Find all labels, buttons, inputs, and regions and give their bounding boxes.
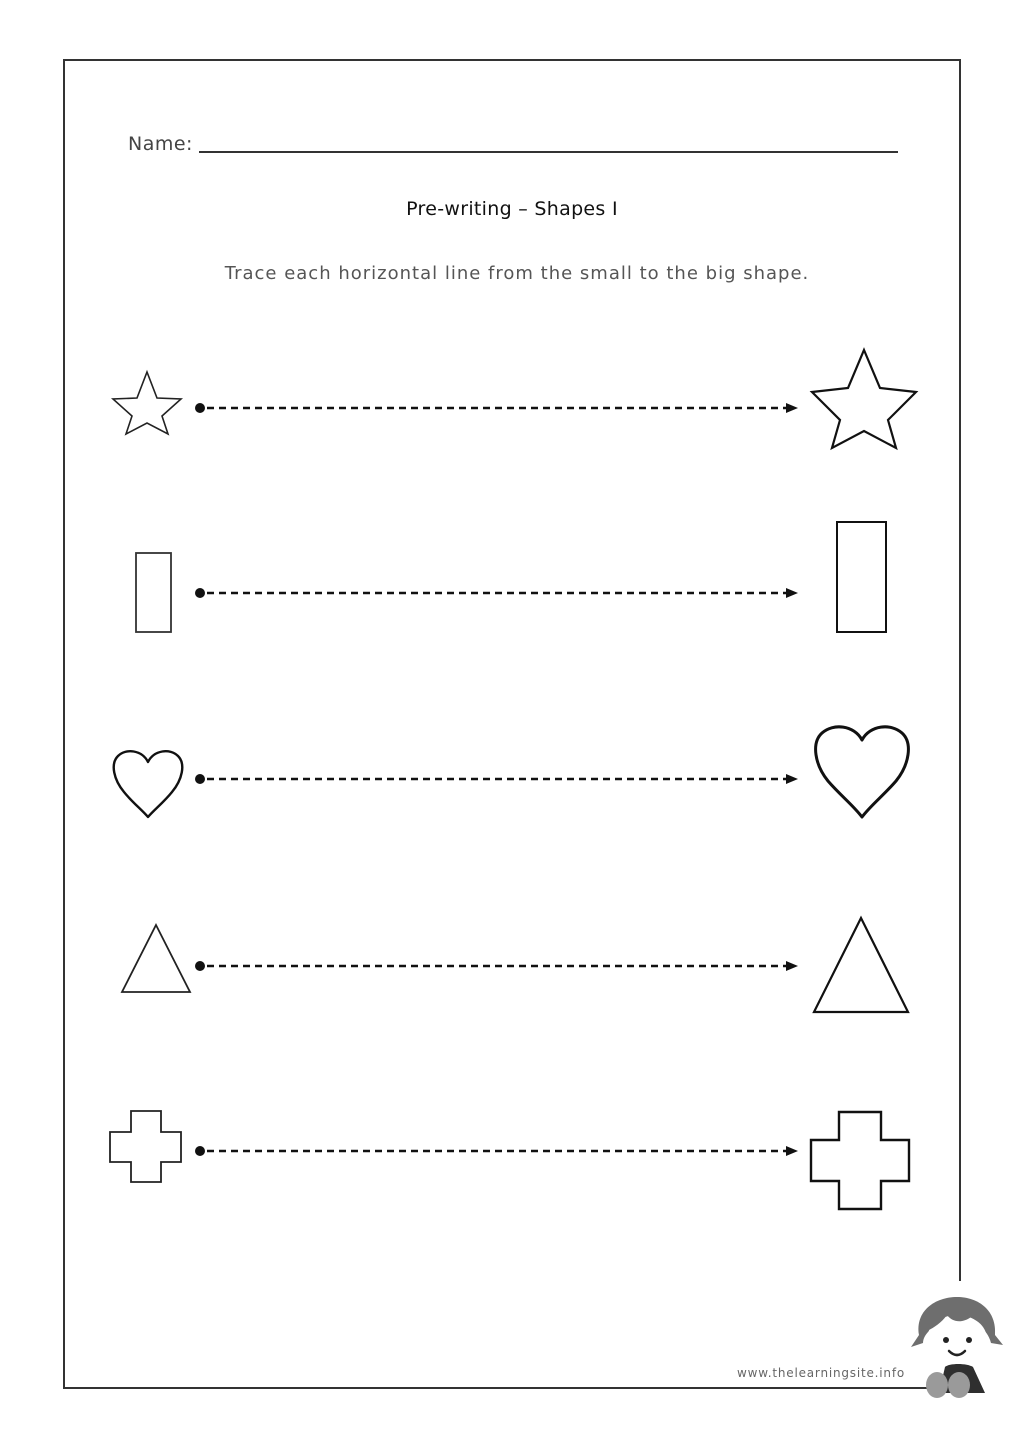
big-cross-icon xyxy=(810,1111,910,1211)
footer-url[interactable]: www.thelearningsite.info xyxy=(737,1366,905,1380)
big-heart-icon xyxy=(813,725,911,819)
name-field[interactable] xyxy=(199,151,898,153)
girl-mascot-icon xyxy=(905,1293,1010,1398)
trace-line-triangle[interactable] xyxy=(194,960,800,972)
trace-line-cross[interactable] xyxy=(194,1145,800,1157)
page-border-right xyxy=(959,59,961,1281)
worksheet-title: Pre-writing – Shapes I xyxy=(406,198,618,220)
worksheet-instructions: Trace each horizontal line from the small to the big shape. xyxy=(224,263,810,284)
trace-line-heart[interactable] xyxy=(194,773,800,785)
small-rectangle-icon xyxy=(135,552,173,634)
big-triangle-icon xyxy=(812,916,910,1014)
small-cross-icon xyxy=(109,1110,183,1184)
small-star-icon xyxy=(112,370,182,436)
small-heart-icon xyxy=(112,750,184,820)
big-star-icon xyxy=(810,348,918,450)
small-triangle-icon xyxy=(120,924,192,994)
name-label: Name: xyxy=(128,133,193,155)
big-rectangle-icon xyxy=(836,521,888,634)
name-row xyxy=(128,128,898,158)
trace-line-rectangle[interactable] xyxy=(194,587,800,599)
trace-line-star[interactable] xyxy=(194,402,800,414)
footer-line xyxy=(63,1387,908,1389)
